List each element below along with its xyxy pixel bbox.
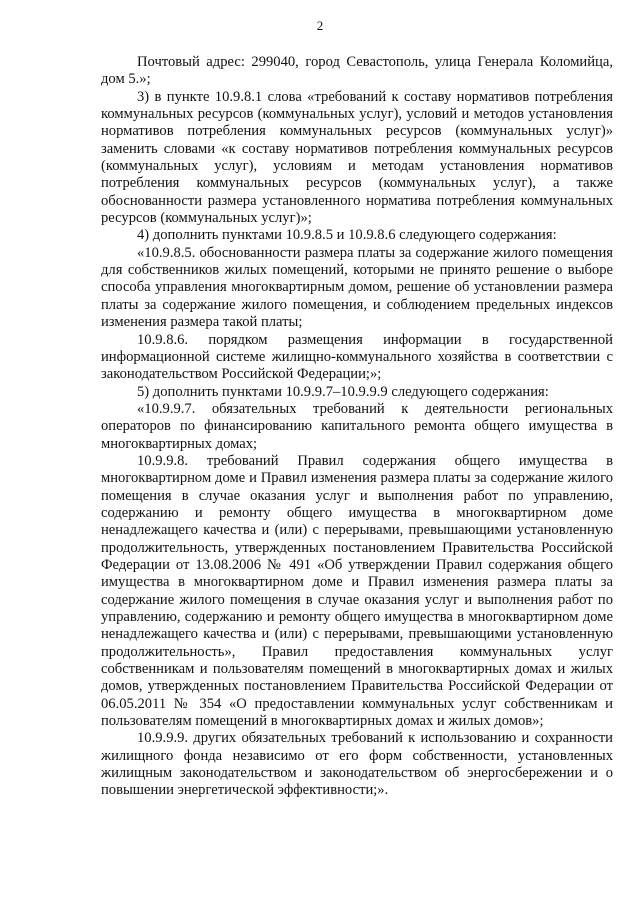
paragraph-item-5: 5) дополнить пунктами 10.9.9.7–10.9.9.9 следующего содержания: [137, 383, 549, 400]
document-body [101, 54, 613, 800]
page-number: 2 [316, 18, 324, 33]
paragraph-item-4: 4) дополнить пунктами 10.9.8.5 и 10.9.8.6 следующего содержания: [137, 227, 557, 244]
paragraph-10-9-9-8: 10.9.9.8. требований Правил содержания общего имущества в многоквартирном доме и Правил изменения размера платы за содержание жилого помещения в случае оказания услуг и выполнения работ по управлению, содержанию и ремонту общего имущества в многоквартирном доме ненадлежащего качества и (или) с перерывами, превышающими установленную продолжительность, утвержденных постановлением Правительства Российской Федерации от 13.08.2006 № 491 «Об утверждении Правил содержания общего имущества в многоквартирном доме и Правил изменения размера платы за содержание жилого помещения в случае оказания услуг и выполнения работ по управлению, содержанию и ремонту общего имущества в многоквартирном доме ненадлежащего качества и (или) с перерывами, превышающими установленную продолжительность», Правил предоставления коммунальных услуг собственникам и пользователям помещений в многоквартирных домах и жилых домов, утвержденных постановлением Правительства Российской Федерации от 06.05.2011 № 354 «О предоставлении коммунальных услуг собственникам и пользователям помещений в многоквартирных домах и жилых домов»; [101, 452, 613, 730]
paragraph-10-9-8-6: 10.9.8.6. порядком размещения информации в государственной информационной системе жилищно-коммунального хозяйства в соответствии с законодательством Российской Федерации;»; [101, 331, 613, 383]
paragraph-10-9-9-7: «10.9.9.7. обязательных требований к деятельности региональных операторов по финансированию капитального ремонта общего имущества в многоквартирных домах; [101, 400, 613, 452]
paragraph-10-9-9-9: 10.9.9.9. других обязательных требований к использованию и сохранности жилищного фонда независимо от его форм собственности, установленных жилищным законодательством и законодательством об энергосбережении и о повышении энергетической эффективности;». [101, 730, 613, 799]
paragraph-postal-address: Почтовый адрес: 299040, город Севастополь, улица Генерала Коломийца, дом 5.»; [101, 54, 613, 88]
paragraph-10-9-8-5: «10.9.8.5. обоснованности размера платы за содержание жилого помещения для собственников жилых помещений, которыми не принято решение о выборе способа управления многоквартирным домом, решение об установлении размера платы за содержание жилого помещения, и соблюдением предельных индексов изменения размера такой платы; [101, 244, 613, 331]
paragraph-item-3: 3) в пункте 10.9.8.1 слова «требований к составу нормативов потребления коммунальных ресурсов (коммунальных услуг), условий и методов установления нормативов потребления коммунальных ресурсов (коммунальных услуг)» заменить словами «к составу нормативов потребления коммунальных ресурсов (коммунальных услуг), условиям и методам установления нормативов потребления коммунальных ресурсов (коммунальных услуг), а также обоснованности размера установленного норматива потребления коммунальных ресурсов (коммунальных услуг)»; [101, 88, 613, 227]
